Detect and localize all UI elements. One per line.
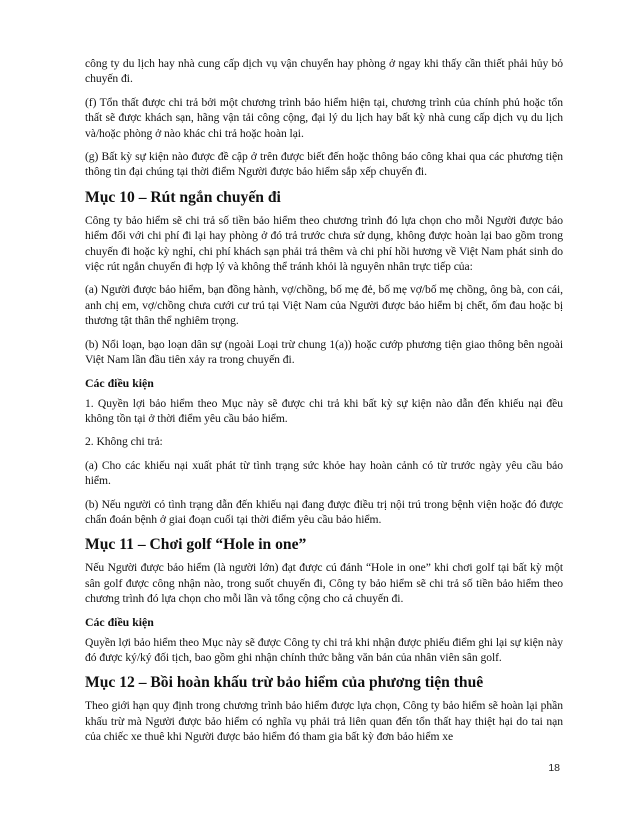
paragraph: (b) Nếu người có tình trạng dẫn đến khiếu nại đang được điều trị nội trú trong bệnh viện hoặc đó được chẩn đoán bệnh ở giai đoạn cuối tại thời điểm yêu cầu bảo hiểm. <box>85 497 563 526</box>
page-number: 18 <box>548 762 560 774</box>
paragraph: Quyền lợi bảo hiểm theo Mục này sẽ được Công ty chi trả khi nhận được phiếu điểm ghi lại sự kiện này đó được ký/ký đối tịch, bao gồm ghi nhận chính thức bằng văn bản của nhân viên sân golf. <box>85 635 563 664</box>
paragraph: công ty du lịch hay nhà cung cấp dịch vụ vận chuyển hay phòng ở ngay khi thấy cần thiết phải hủy bỏ chuyến đi. <box>85 57 563 86</box>
paragraph: (b) Nổi loạn, bạo loạn dân sự (ngoài Loại trừ chung 1(a)) hoặc cướp phương tiện giao thông bên ngoài Việt Nam lần đầu tiên xảy ra trong chuyến đi. <box>85 337 563 367</box>
paragraph: 2. Không chi trả: <box>85 435 163 449</box>
document-body <box>85 56 563 753</box>
subsection-heading: Các điều kiện <box>85 375 154 390</box>
subsection-heading: Các điều kiện <box>85 614 154 629</box>
section-heading: Mục 12 – Bồi hoàn khấu trừ bảo hiểm của phương tiện thuê <box>85 674 484 692</box>
paragraph: (g) Bất kỳ sự kiện nào được đề cập ở trên được biết đến hoặc thông báo công khai qua các phương tiện thông tin đại chúng tại thời điểm Người được bảo hiểm sắp xếp chuyến đi. <box>85 150 563 179</box>
paragraph: Công ty bảo hiểm sẽ chi trả số tiền bảo hiểm theo chương trình đó lựa chọn cho mỗi Người được bảo hiểm đối với chi phí đi lại hay phòng ở đó trả trước chưa sử dụng, không được hoàn lại bao gồm trong chuyến đi hoặc kỳ nghỉ, chi phí khách sạn phải trả thêm và chi phí hồi hương về Việt Nam phát sinh do việc rút ngắn chuyến đi hợp lý và không thể tránh khỏi là nguyên nhân trực tiếp của: <box>85 213 563 274</box>
paragraph: 1. Quyền lợi bảo hiểm theo Mục này sẽ được chi trả khi bất kỳ sự kiện nào dẫn đến khiếu nại đều không tồn tại ở thời điểm yêu cầu bảo hiểm. <box>85 396 563 425</box>
paragraph: (a) Người được bảo hiểm, bạn đồng hành, vợ/chồng, bố mẹ đẻ, bố mẹ vợ/bố mẹ chồng, ông bà, con cái, anh chị em, vợ/chồng chưa cưới cư trú tại Việt Nam của Người được bảo hiểm bị chết, ốm đau hoặc bị thương tật thân thể nghiêm trọng. <box>85 283 563 328</box>
paragraph: Theo giới hạn quy định trong chương trình bảo hiểm được lựa chọn, Công ty bảo hiểm sẽ hoàn lại phần khấu trừ mà Người được bảo hiểm có nghĩa vụ phải trả liên quan đến tổn thất hay thiệt hại do tai nạn của chiếc xe thuê khi Người được bảo hiểm đó tham gia bất kỳ đơn bảo hiểm xe <box>85 699 563 744</box>
paragraph: (f) Tổn thất được chi trả bởi một chương trình bảo hiểm hiện tại, chương trình của chính phủ hoặc tổn thất sẽ được khách sạn, hãng vận tải công cộng, đại lý du lịch hay bất kỳ nhà cung cấp dịch vụ du lịch và/hoặc phòng ở nào khác chi trả hoặc hoàn lại. <box>85 95 563 140</box>
section-heading: Mục 10 – Rút ngắn chuyến đi <box>85 188 281 206</box>
paragraph: Nếu Người được bảo hiểm (là người lớn) đạt được cú đánh “Hole in one” khi chơi golf tại bất kỳ một sân golf được công nhận nào, trong suốt chuyến đi, Công ty bảo hiểm sẽ chi trả số tiền bảo hiểm theo chương trình đó lựa chọn cho mỗi lần và tổng cộng cho cả chuyến đi. <box>85 561 563 606</box>
section-heading: Mục 11 – Chơi golf “Hole in one” <box>85 536 307 554</box>
paragraph: (a) Cho các khiếu nại xuất phát từ tình trạng sức khỏe hay hoàn cảnh có từ trước ngày yêu cầu bảo hiểm. <box>85 458 563 488</box>
